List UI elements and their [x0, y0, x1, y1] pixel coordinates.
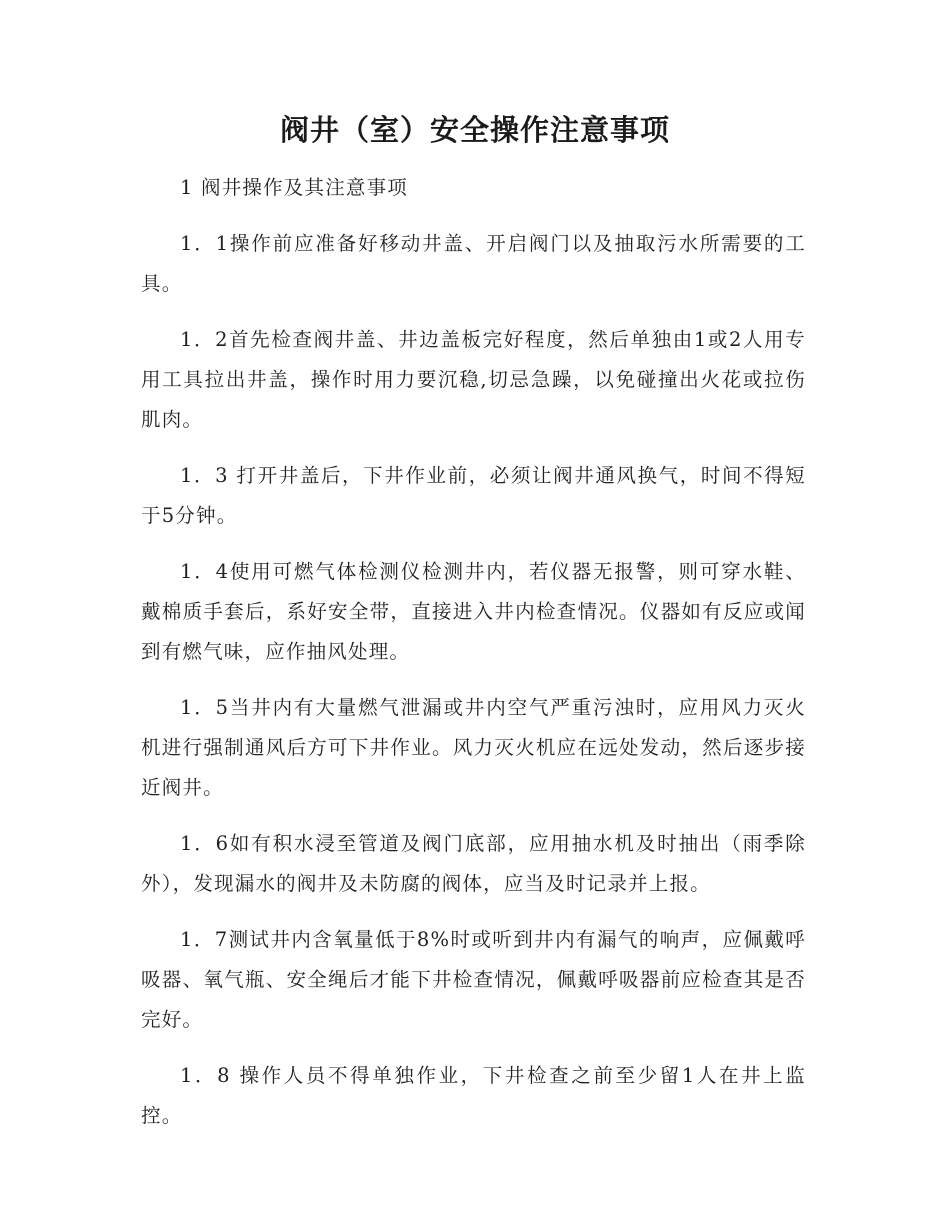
paragraph-1-6: 1．6如有积水浸至管道及阀门底部，应用抽水机及时抽出（雨季除外），发现漏水的阀井及未防腐的阀体，应当及时记录并上报。 — [141, 832, 806, 895]
paragraph-1-3: 1．3 打开井盖后，下井作业前，必须让阀井通风换气，时间不得短于5分钟。 — [141, 464, 806, 527]
paragraph-1-8: 1．8 操作人员不得单独作业，下井检查之前至少留1人在井上监控。 — [141, 1064, 806, 1127]
paragraph-1-7: 1．7测试井内含氧量低于8%时或听到井内有漏气的响声，应佩戴呼吸器、氧气瓶、安全绳后才能下井检查情况，佩戴呼吸器前应检查其是否完好。 — [141, 928, 806, 1031]
paragraph-1-4: 1．4使用可燃气体检测仪检测井内，若仪器无报警，则可穿水鞋、戴棉质手套后，系好安全带，直接进入井内检查情况。仪器如有反应或闻到有燃气味，应作抽风处理。 — [141, 560, 806, 663]
paragraph-1-1: 1．1操作前应准备好移动井盖、开启阀门以及抽取污水所需要的工具。 — [141, 232, 806, 295]
section-heading: 1 阀井操作及其注意事项 — [180, 176, 409, 199]
paragraph-1-2: 1．2首先检查阀井盖、井边盖板完好程度，然后单独由1或2人用专用工具拉出井盖，操作时用力要沉稳,切忌急躁，以免碰撞出火花或拉伤肌肉。 — [141, 328, 806, 431]
document-title: 阀井（室）安全操作注意事项 — [279, 113, 670, 147]
document-body — [141, 168, 806, 1152]
paragraph-1-5: 1．5当井内有大量燃气泄漏或井内空气严重污浊时，应用风力灭火机进行强制通风后方可下井作业。风力灭火机应在远处发动，然后逐步接近阀井。 — [141, 696, 806, 799]
